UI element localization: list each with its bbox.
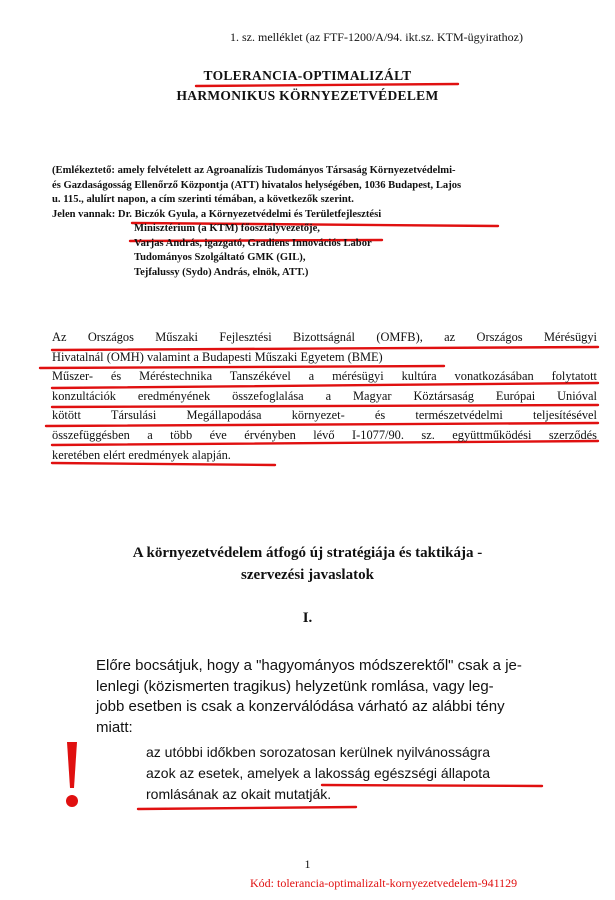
paragraph-line: összefüggésben a több éve érvényben lévő I-1077/90. sz. együttműködési szerződés [52, 427, 597, 442]
body-paragraph [96, 656, 536, 738]
quote-line: romlásának az okait mutatják. [146, 786, 332, 802]
body-line: jobb esetben is csak a konzerválódása várható az alábbi tény [96, 698, 505, 715]
memo-line: Tejfalussy (Sydo) András, elnök, ATT.) [134, 266, 309, 278]
quoted-statement [146, 742, 566, 805]
section-heading-line-2: szervezési javaslatok [241, 567, 374, 583]
body-line: Előre bocsátjuk, hogy a "hagyományos módszerektől" csak a je- [96, 657, 522, 674]
paragraph-line: keretében elért eredmények alapján. [52, 447, 231, 462]
page-number: 1 [304, 857, 311, 871]
memo-block [52, 164, 572, 280]
memo-line: Varjas András, igazgató, Gradiens Innovációs Labor [134, 237, 372, 249]
section-heading-line-1: A környezetvédelem átfogó új stratégiája és taktikája - [132, 545, 483, 561]
document-reference: 1. sz. melléklet (az FTF-1200/A/94. ikt.sz. KTM-ügyirathoz) [230, 30, 523, 44]
consultation-summary-paragraph [52, 328, 597, 465]
exclamation-mark-icon [60, 740, 84, 810]
quote-line: azok az esetek, amelyek a lakosság egészségi állapota [146, 765, 490, 781]
memo-line: és Gazdaságosság Ellenőrző Központja (ATT) hivatalos helységében, 1036 Budapest, Lajos [52, 179, 462, 191]
paragraph-line: Műszer- és Méréstechnika Tanszékével a mérésügyi kultúra vonatkozásában folytatott [52, 369, 597, 384]
memo-line: Minisztérium (a KTM) főosztályvezetője, [134, 223, 320, 234]
quote-line: az utóbbi időkben sorozatosan kerülnek nyilvánosságra [146, 744, 490, 760]
paragraph-line: Az Országos Műszaki Fejlesztési Bizottságnál (OMFB), az Országos Mérésügyi [52, 330, 597, 344]
document-code: Kód: tolerancia-optimalizalt-kornyezetvedelem-941129 [250, 876, 518, 890]
memo-line: (Emlékeztető: amely felvételett az Agroanalízis Tudományos Társaság Környezetvédelmi- [52, 165, 456, 176]
memo-line: Jelen vannak: Dr. Biczók Gyula, a Környezetvédelmi és Területfejlesztési [52, 208, 382, 220]
body-line: miatt: [96, 718, 133, 736]
document-title-line-1: TOLERANCIA-OPTIMALIZÁLT [203, 68, 412, 83]
paragraph-line: Hivatalnál (OMH) valamint a Budapesti Műszaki Egyetem (BME) [52, 349, 383, 364]
document-title-line-2: HARMONIKUS KÖRNYEZETVÉDELEM [176, 88, 439, 103]
paragraph-line: konzultációk eredményének összefoglalása a Magyar Köztársaság Európai Unióval [52, 388, 597, 403]
section-number: I. [302, 610, 313, 626]
body-line: lenlegi (közismerten tragikus) helyzetünk romlása, vagy leg- [96, 677, 494, 695]
memo-line: u. 115., alulírt napon, a cím szerinti témában, a következők szerint. [52, 194, 354, 205]
memo-line: Tudományos Szolgáltató GMK (GIL), [134, 252, 306, 263]
paragraph-line: kötött Társulási Megállapodása környezet- és természetvédelmi teljesítésével [52, 408, 597, 423]
